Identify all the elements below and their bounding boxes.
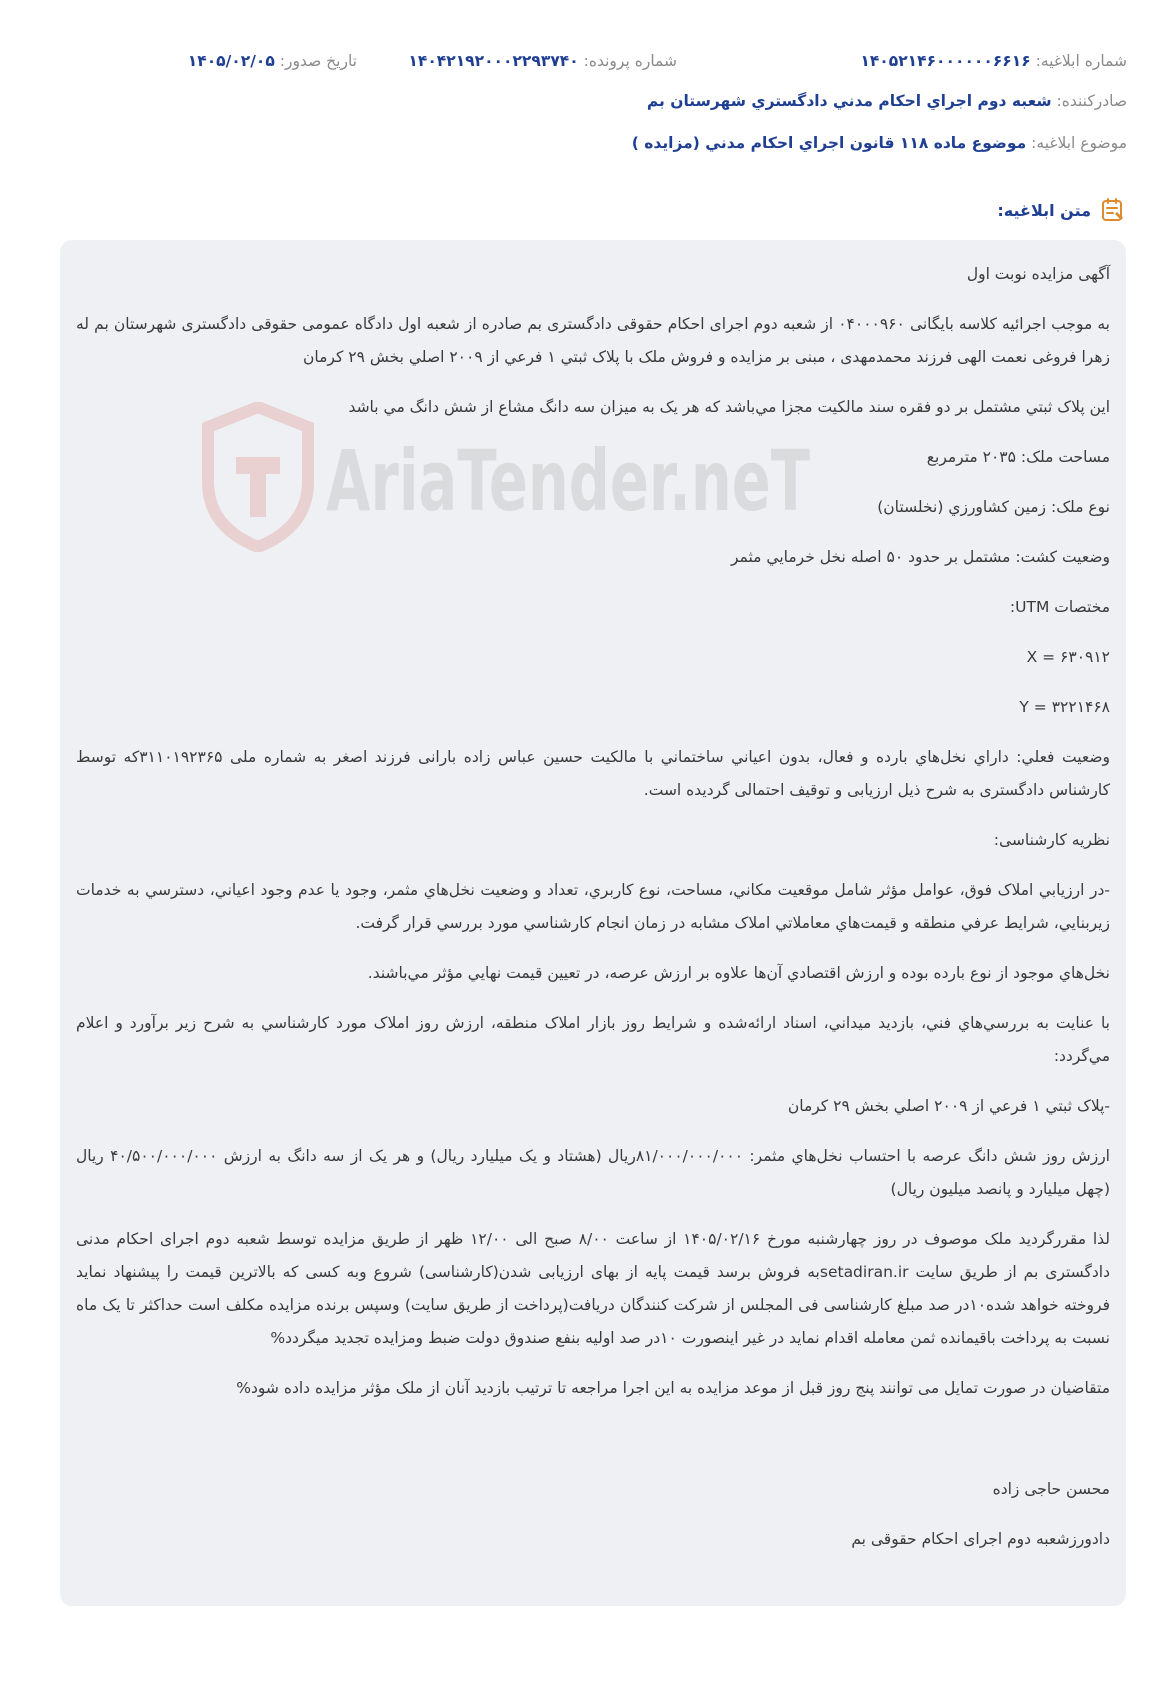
header-row-issuer	[47, 90, 1127, 132]
signature-name: محسن حاجی زاده	[992, 1480, 1110, 1498]
body-paragraph-2: به موجب اجرائیه کلاسه بایگانی ۰۴۰۰۰۹۶۰ از شعبه دوم اجرای احکام حقوقی دادگستری بم صادره از شعبه اول دادگاه عمومی حقوقی دادگستری شهرستان بم له زهرا فروغی نعمت الهی فرزند محمدمهدی ، مبنی بر مزایده و فروش ملک با پلاک ثبتي ۱ فرعي از ۲۰۰۹ اصلي بخش ۲۹ کرمان	[76, 315, 1110, 366]
subject-label: موضوع ابلاغیه:	[1031, 134, 1127, 152]
body-paragraph-4: مساحت ملک: ۲۰۳۵ مترمربع	[926, 448, 1110, 466]
body-paragraph-1: آگهی مزایده نوبت اول	[966, 265, 1110, 283]
body-paragraph-8: X = ۶۳۰۹۱۲	[1026, 648, 1110, 666]
body-paragraph-15: -پلاک ثبتي ۱ فرعي از ۲۰۰۹ اصلي بخش ۲۹ کرمان	[787, 1097, 1110, 1115]
note-icon	[1099, 196, 1127, 224]
body-paragraph-6: وضعيت کشت: مشتمل بر حدود ۵۰ اصله نخل خرمايي مثمر	[730, 548, 1110, 566]
issue-date-field	[188, 50, 357, 72]
body-paragraph-13: نخل‌هاي موجود از نوع بارده بوده و ارزش اقتصادي آن‌ها علاوه بر ارزش عرصه، در تعيين قيمت نهايي مؤثر مي‌باشند.	[367, 964, 1110, 982]
notification-body	[60, 240, 1126, 1606]
body-paragraph-5: نوع ملک: زمين کشاورزي (نخلستان)	[877, 498, 1110, 516]
notification-text-heading	[997, 196, 1127, 224]
issue-date-label: تاریخ صدور:	[279, 52, 357, 70]
issuer-value: شعبه دوم اجراي احکام مدني دادگستري شهرستان بم	[646, 92, 1052, 110]
body-paragraph-11: نظريه کارشناسی:	[993, 831, 1110, 849]
issue-date-value: ۱۴۰۵/۰۲/۰۵	[187, 52, 275, 70]
body-paragraph-17: لذا مقررگردید ملک موصوف در روز چهارشنبه مورخ ۱۴۰۵/۰۲/۱۶ از ساعت ۸/۰۰ صبح الی ۱۲/۰۰ ظهر از طریق مزایده توسط شعبه دوم اجرای احکام مدنی دادگستری بم از طریق سایت setadiran.irبه فروش برسد قیمت پایه از بهای ارزیابی شدن(کارشناسی) شروع وبه کسی که بالاترین قیمت را پیشنهاد نماید فروخته خواهد شده۱۰در صد مبلغ کارشناسی فی المجلس از شرکت کنندگان دریافت(پرداخت از طریق سایت) وسپس برنده مزایده مکلف است حداکثر تا یک ماه نسبت به پرداخت باقیمانده ثمن معامله اقدام نماید در غیر اینصورت ۱۰در صد اولیه بنفع صندوق دولت ضبط ومزایده تجدید میگردد%	[76, 1230, 1111, 1347]
case-number-label: شماره پرونده:	[583, 52, 677, 70]
signature-title: دادورزشعبه دوم اجرای احکام حقوقی بم	[851, 1530, 1110, 1548]
watermark-text: AriaTender.neT	[326, 432, 810, 530]
body-paragraph-9: Y = ۳۲۲۱۴۶۸	[1019, 698, 1110, 716]
body-paragraph-18: متقاضیان در صورت تمایل می توانند پنج روز قبل از موعد مزایده به این اجرا مراجعه تا ترتیب بازدید آنان از ملک مؤثر مزایده داده شود%	[236, 1379, 1110, 1397]
notification-number-field	[677, 50, 1127, 72]
notification-header	[47, 50, 1127, 176]
notification-number-value: ۱۴۰۵۲۱۴۶۰۰۰۰۰۰۶۶۱۶	[860, 52, 1031, 70]
subject-value: موضوع ماده ۱۱۸ قانون اجراي احکام مدني (مزايده )	[631, 134, 1027, 152]
issuer-label: صادرکننده:	[1056, 92, 1127, 110]
body-paragraph-3: اين پلاک ثبتي مشتمل بر دو فقره سند مالکيت مجزا مي‌باشد که هر يک به ميزان سه دانگ مشاع از شش دانگ مي باشد	[348, 398, 1110, 416]
notification-number-label: شماره ابلاغیه:	[1035, 52, 1127, 70]
body-paragraph-12: -در ارزيابي املاک فوق، عوامل مؤثر شامل موقعيت مکاني، مساحت، نوع کاربري، تعداد و وضعيت نخل‌هاي مثمر، وجود يا عدم وجود اعياني، دسترسي به خدمات زيربنايي، شرايط عرفي منطقه و قيمت‌هاي معاملاتي املاک مشابه در زمان انجام کارشناسي مورد بررسي قرار گرفت.	[76, 881, 1110, 932]
header-row-numbers	[47, 50, 1127, 90]
body-paragraph-10: وضعيت فعلي: داراي نخل‌هاي بارده و فعال، بدون اعياني ساختماني با مالکيت حسین عباس زاده بارانی فرزند اصغر به شماره ملی ۳۱۱۰۱۹۲۳۶۵که توسط کارشناس دادگستری به شرح ذیل ارزیابی و توقیف احتمالی گردیده است.	[76, 748, 1110, 799]
body-paragraph-14: با عنايت به بررسي‌هاي فني، بازديد ميداني، اسناد ارائه‌شده و شرايط روز بازار املاک منطقه، ارزش روز املاک مورد کارشناسي به شرح زير برآورد و اعلام مي‌گردد:	[76, 1014, 1110, 1065]
body-paragraph-7: مختصات UTM:	[1009, 598, 1110, 616]
header-row-subject	[47, 132, 1127, 176]
notification-text-title: متن ابلاغیه:	[997, 200, 1091, 220]
case-number-value: ۱۴۰۴۲۱۹۲۰۰۰۲۲۹۳۷۴۰	[408, 52, 579, 70]
case-number-field	[357, 50, 677, 72]
body-paragraph-16: ارزش روز شش دانگ عرصه با احتساب نخل‌هاي مثمر: ۸۱/۰۰۰/۰۰۰/۰۰۰ريال (هشتاد و يک ميليارد ريال) و هر يک از سه دانگ به ارزش ۴۰/۵۰۰/۰۰۰/۰۰۰ ريال (چهل ميليارد و پانصد ميليون ريال)	[76, 1147, 1110, 1198]
